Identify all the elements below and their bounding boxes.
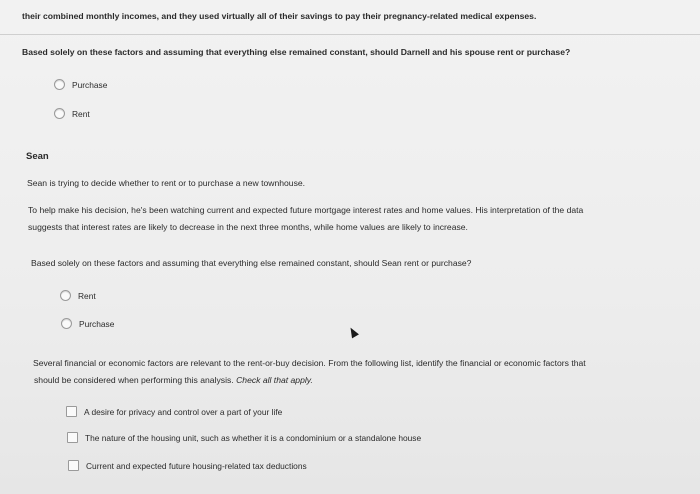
option-label: The nature of the housing unit, such as whether it is a condominium or a standalone house — [85, 432, 422, 443]
sean-detail-line-1: To help make his decision, he's been watching current and expected future mortgage interest rates and home values. His interpretation of the data — [28, 205, 584, 215]
sean-intro-text: Sean is trying to decide whether to rent or to purchase a new townhouse. — [27, 178, 306, 188]
checkbox[interactable] — [68, 460, 79, 471]
mouse-cursor-icon — [347, 326, 359, 339]
option-label: A desire for privacy and control over a part of your life — [84, 406, 283, 417]
checkbox[interactable] — [66, 406, 77, 417]
factor-option-privacy[interactable] — [66, 406, 282, 417]
darnell-option-purchase[interactable] — [54, 79, 107, 90]
darnell-question-prompt: Based solely on these factors and assuming that everything else remained constant, should Darnell and his spouse rent or purchase? — [22, 47, 571, 57]
radio-button[interactable] — [54, 79, 65, 90]
sean-question-prompt: Based solely on these factors and assuming that everything else remained constant, should Sean rent or purchase? — [31, 258, 472, 268]
option-label: Rent — [78, 290, 96, 301]
option-label: Current and expected future housing-related tax deductions — [86, 460, 307, 471]
darnell-option-rent[interactable] — [54, 108, 90, 119]
option-label: Rent — [72, 108, 90, 119]
radio-button[interactable] — [60, 290, 71, 301]
previous-scenario-text: their combined monthly incomes, and they used virtually all of their savings to pay their pregnancy-related medical expenses. — [22, 11, 537, 21]
checkbox[interactable] — [67, 432, 78, 443]
sean-heading: Sean — [26, 151, 49, 162]
check-all-instruction: Check all that apply. — [236, 375, 313, 385]
sean-detail-line-2: suggests that interest rates are likely to decrease in the next three months, while home values are likely to increase. — [28, 222, 468, 232]
sean-option-purchase[interactable] — [61, 318, 114, 329]
radio-button[interactable] — [61, 318, 72, 329]
radio-button[interactable] — [54, 108, 65, 119]
sean-option-rent[interactable] — [60, 290, 96, 301]
option-label: Purchase — [72, 79, 108, 90]
factors-prompt-text: should be considered when performing this analysis. — [34, 375, 234, 385]
option-label: Purchase — [79, 318, 115, 329]
factors-prompt-line-2 — [34, 373, 313, 388]
factor-option-housing-unit[interactable] — [67, 432, 421, 443]
factors-prompt-line-1: Several financial or economic factors are relevant to the rent-or-buy decision. From the following list, identify the financial or economic factors that — [33, 358, 586, 368]
factor-option-tax-deductions[interactable] — [68, 460, 307, 471]
